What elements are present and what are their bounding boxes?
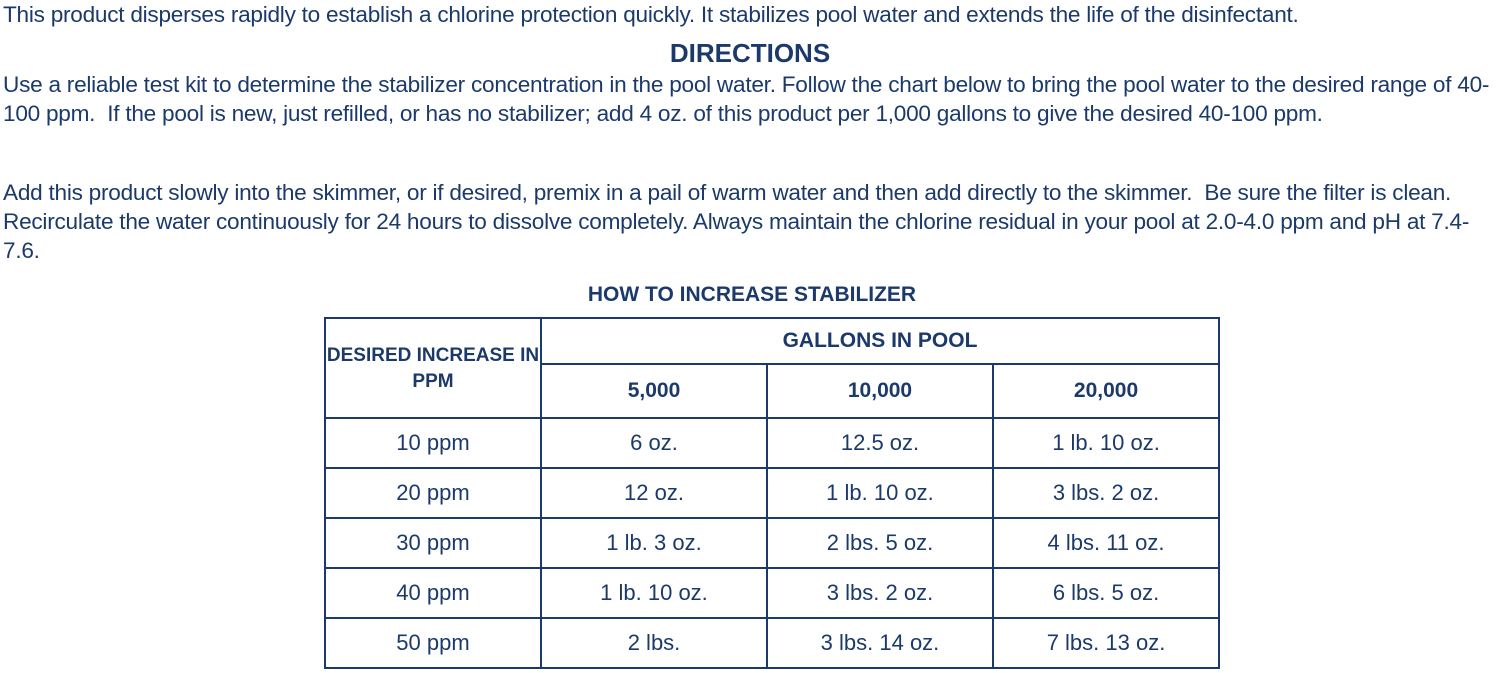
amount-cell: 3 lbs. 2 oz. (993, 468, 1219, 518)
ppm-cell: 10 ppm (325, 418, 541, 468)
amount-cell: 4 lbs. 11 oz. (993, 518, 1219, 568)
stabilizer-table (324, 317, 1220, 669)
amount-cell: 1 lb. 3 oz. (541, 518, 767, 568)
ppm-cell: 30 ppm (325, 518, 541, 568)
table-row (325, 418, 1219, 468)
amount-cell: 2 lbs. (541, 618, 767, 668)
amount-cell: 1 lb. 10 oz. (993, 418, 1219, 468)
amount-cell: 1 lb. 10 oz. (767, 468, 993, 518)
table-title: HOW TO INCREASE STABILIZER (587, 283, 917, 306)
amount-cell: 6 oz. (541, 418, 767, 468)
desired-increase-header: DESIRED INCREASE IN PPM (325, 318, 541, 418)
column-header-10000: 10,000 (767, 364, 993, 418)
amount-cell: 7 lbs. 13 oz. (993, 618, 1219, 668)
ppm-cell: 40 ppm (325, 568, 541, 618)
intro-paragraph: This product disperses rapidly to establish a chlorine protection quickly. It stabilizes pool water and extends the life of the disinfectant. (3, 2, 1299, 27)
amount-cell: 12 oz. (541, 468, 767, 518)
amount-cell: 3 lbs. 2 oz. (767, 568, 993, 618)
table-row (325, 618, 1219, 668)
amount-cell: 1 lb. 10 oz. (541, 568, 767, 618)
ppm-cell: 20 ppm (325, 468, 541, 518)
table-row (325, 518, 1219, 568)
gallons-in-pool-header: GALLONS IN POOL (541, 318, 1219, 364)
table-row (325, 468, 1219, 518)
amount-cell: 12.5 oz. (767, 418, 993, 468)
amount-cell: 6 lbs. 5 oz. (993, 568, 1219, 618)
column-header-5000: 5,000 (541, 364, 767, 418)
table-header-row-1 (325, 318, 1219, 364)
amount-cell: 2 lbs. 5 oz. (767, 518, 993, 568)
column-header-20000: 20,000 (993, 364, 1219, 418)
directions-paragraph-2: Add this product slowly into the skimmer, or if desired, premix in a pail of warm water and then add directly to the skimmer. Be sure the filter is clean. Recirculate the water continuously for 24 hours to dissolve completely. Always maintain the chlorine residual in your pool at 2.0-4.0 ppm and pH at 7.4-7.6. (3, 180, 1470, 263)
ppm-cell: 50 ppm (325, 618, 541, 668)
amount-cell: 3 lbs. 14 oz. (767, 618, 993, 668)
table-row (325, 568, 1219, 618)
directions-paragraph-1: Use a reliable test kit to determine the stabilizer concentration in the pool water. Follow the chart below to bring the pool water to the desired range of 40-100 ppm. If the pool is new, just refilled, or has no stabilizer; add 4 oz. of this product per 1,000 gallons to give the desired 40-100 ppm. (3, 72, 1490, 126)
directions-heading: DIRECTIONS (669, 38, 831, 68)
